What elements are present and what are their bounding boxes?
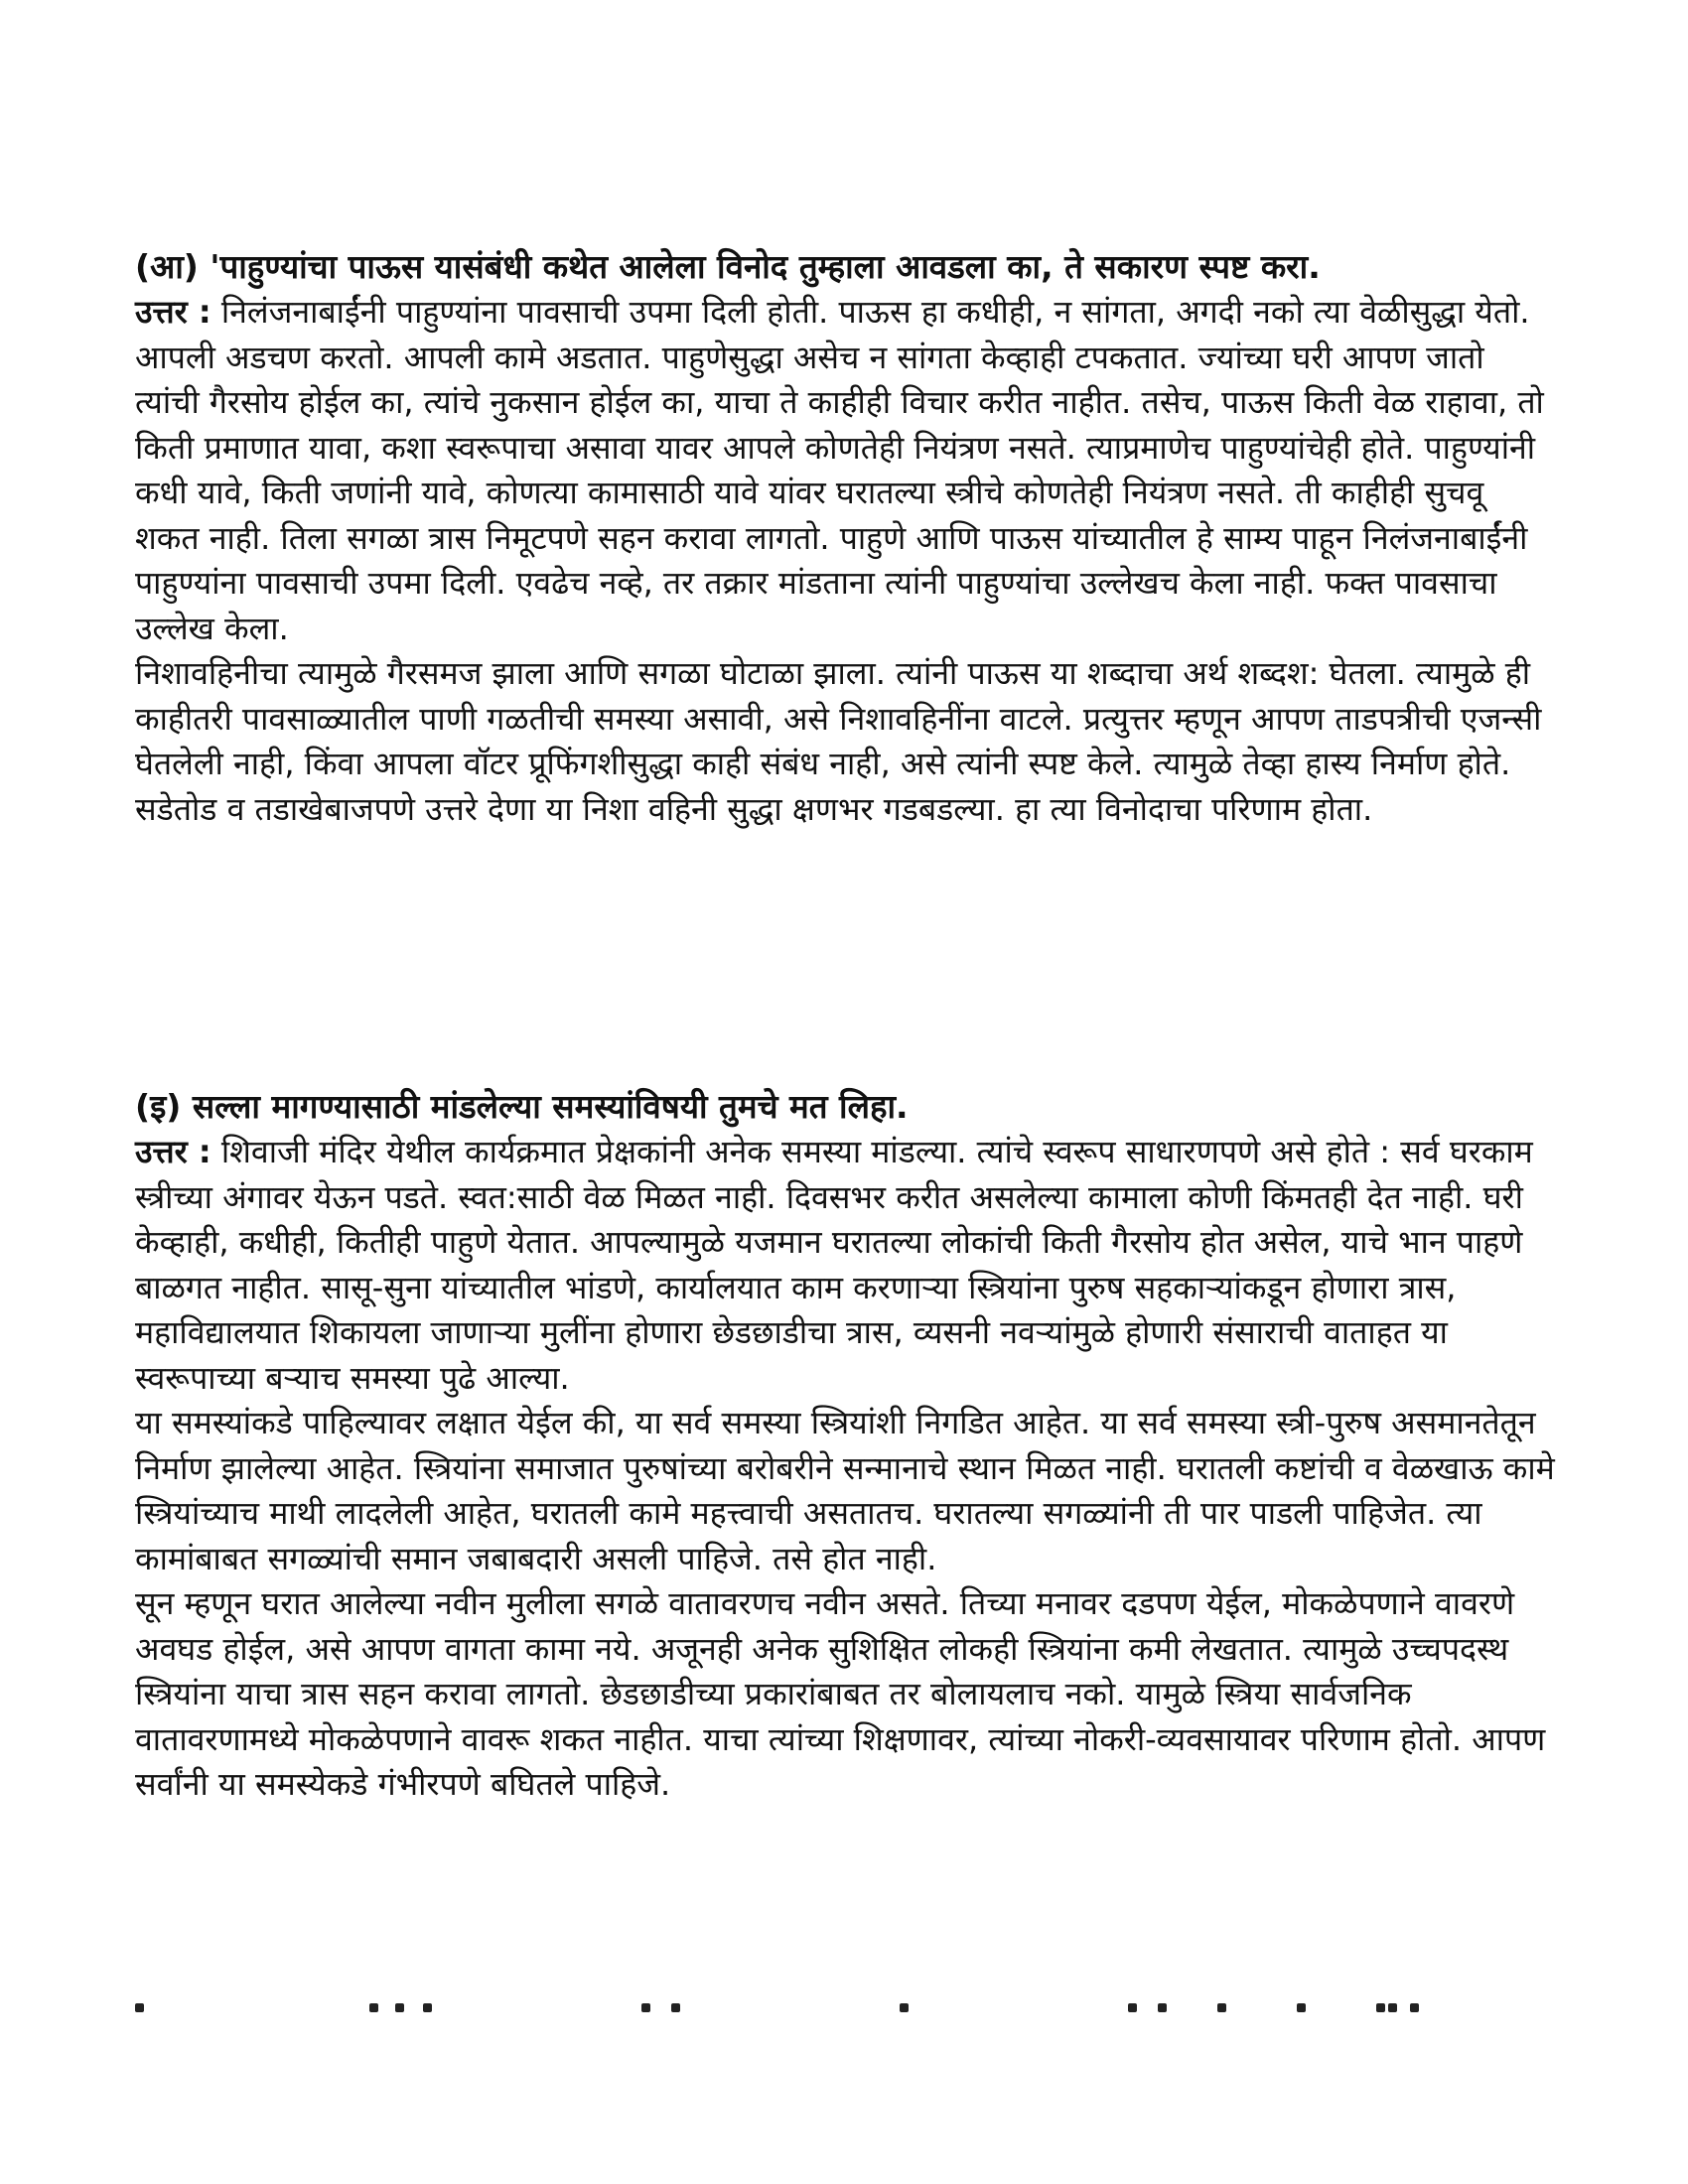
- answer-label: उत्तर :: [135, 293, 211, 331]
- question-heading: (इ) सल्ला मागण्यासाठी मांडलेल्या समस्यांविषयी तुमचे मत लिहा.: [135, 1087, 909, 1126]
- cut-off-text-line: [135, 1997, 1555, 2027]
- answer-paragraph: सून म्हणून घरात आलेल्या नवीन मुलीला सगळे वातावरणच नवीन असते. तिच्या मनावर दडपण येईल, मोकळेपणाने वावरणे अवघड होईल, असे आपण वागता कामा नये. अजूनही अनेक सुशिक्षित लोकही स्त्रियांना कमी लेखतात. त्यामुळे उच्चपदस्थ स्त्रियांना याचा त्रास सहन करावा लागतो. छेडछाडीच्या प्रकारांबाबत तर बोलायलाच नको. यामुळे स्त्रिया सार्वजनिक वातावरणामध्ये मोकळेपणाने वावरू शकत नाहीत. याचा त्यांच्या शिक्षणावर, त्यांच्या नोकरी-व्यवसायावर परिणाम होतो. आपण सर्वांनी या समस्येकडे गंभीरपणे बघितले पाहिजे.: [135, 1584, 1546, 1803]
- answer-paragraph: [135, 1130, 1555, 1401]
- answer-text: निलंजनाबाईंनी पाहुण्यांना पावसाची उपमा दिली होती. पाऊस हा कधीही, न सांगता, अगदी नको त्या वेळीसुद्धा येतो. आपली अडचण करतो. आपली कामे अडतात. पाहुणेसुद्धा असेच न सांगता केव्हाही टपकतात. ज्यांच्या घरी आपण जातो त्यांची गैरसोय होईल का, त्यांचे नुकसान होईल का, याचा ते काहीही विचार करीत नाहीत. तसेच, पाऊस किती वेळ राहावा, तो किती प्रमाणात यावा, कशा स्वरूपाचा असावा यावर आपले कोणतेही नियंत्रण नसते. त्याप्रमाणेच पाहुण्यांचेही होते. पाहुण्यांनी कधी यावे, किती जणांनी यावे, कोणत्या कामासाठी यावे यांवर घरातल्या स्त्रीचे कोणतेही नियंत्रण नसते. ती काहीही सुचवू शकत नाही. तिला सगळा त्रास निमूटपणे सहन करावा लागतो. पाहुणे आणि पाऊस यांच्यातील हे साम्य पाहून निलंजनाबाईंनी पाहुण्यांना पावसाची उपमा दिली. एवढेच नव्हे, तर तक्रार मांडताना त्यांनी पाहुण्यांचा उल्लेखच केला नाही. फक्त पावसाचा उल्लेख केला.: [135, 293, 1544, 647]
- answer-label: उत्तर :: [135, 1133, 211, 1170]
- question-section-aa: [135, 244, 1555, 832]
- answer-paragraph: निशावहिनीचा त्यामुळे गैरसमज झाला आणि सगळा घोटाळा झाला. त्यांनी पाऊस या शब्दाचा अर्थ शब्दश: घेतला. त्यामुळे ही काहीतरी पावसाळ्यातील पाणी गळतीची समस्या असावी, असे निशावहिनींना वाटले. प्रत्युत्तर म्हणून आपण ताडपत्रीची एजन्सी घेतलेली नाही, किंवा आपला वॉटर प्रूफिंगशीसुद्धा काही संबंध नाही, असे त्यांनी स्पष्ट केले. त्यामुळे तेव्हा हास्य निर्माण होते. सडेतोड व तडाखेबाजपणे उत्तरे देणा या निशा वहिनी सुद्धा क्षणभर गडबडल्या. हा त्या विनोदाचा परिणाम होता.: [135, 654, 1542, 828]
- answer-paragraph: या समस्यांकडे पाहिल्यावर लक्षात येईल की, या सर्व समस्या स्त्रियांशी निगडित आहेत. या सर्व समस्या स्त्री-पुरुष असमानतेतून निर्माण झालेल्या आहेत. स्त्रियांना समाजात पुरुषांच्या बरोबरीने सन्मानाचे स्थान मिळत नाही. घरातली कष्टांची व वेळखाऊ कामे स्त्रियांच्याच माथी लादलेली आहेत, घरातली कामे महत्त्वाची असतातच. घरातल्या सगळ्यांनी ती पार पाडली पाहिजेत. त्या कामांबाबत सगळ्यांची समान जबाबदारी असली पाहिजे. तसे होत नाही.: [135, 1404, 1555, 1577]
- question-section-i: [135, 1084, 1555, 1808]
- answer-text: शिवाजी मंदिर येथील कार्यक्रमात प्रेक्षकांनी अनेक समस्या मांडल्या. त्यांचे स्वरूप साधारणपणे असे होते : सर्व घरकाम स्त्रीच्या अंगावर येऊन पडते. स्वत:साठी वेळ मिळत नाही. दिवसभर करीत असलेल्या कामाला कोणी किंमतही देत नाही. घरी केव्हाही, कधीही, कितीही पाहुणे येतात. आपल्यामुळे यजमान घरातल्या लोकांची किती गैरसोय होत असेल, याचे भान पाहणे बाळगत नाहीत. सासू-सुना यांच्यातील भांडणे, कार्यालयात काम करणाऱ्या स्त्रियांना पुरुष सहकाऱ्यांकडून होणारा त्रास, महाविद्यालयात शिकायला जाणाऱ्या मुलींना होणारा छेडछाडीचा त्रास, व्यसनी नवऱ्यांमुळे होणारी संसाराची वाताहत या स्वरूपाच्या बऱ्याच समस्या पुढे आल्या.: [135, 1133, 1533, 1397]
- question-heading: (आ) 'पाहुण्यांचा पाऊस यासंबंधी कथेत आलेला विनोद तुम्हाला आवडला का, ते सकारण स्पष्ट करा.: [135, 247, 1321, 286]
- answer-paragraph: [135, 290, 1555, 651]
